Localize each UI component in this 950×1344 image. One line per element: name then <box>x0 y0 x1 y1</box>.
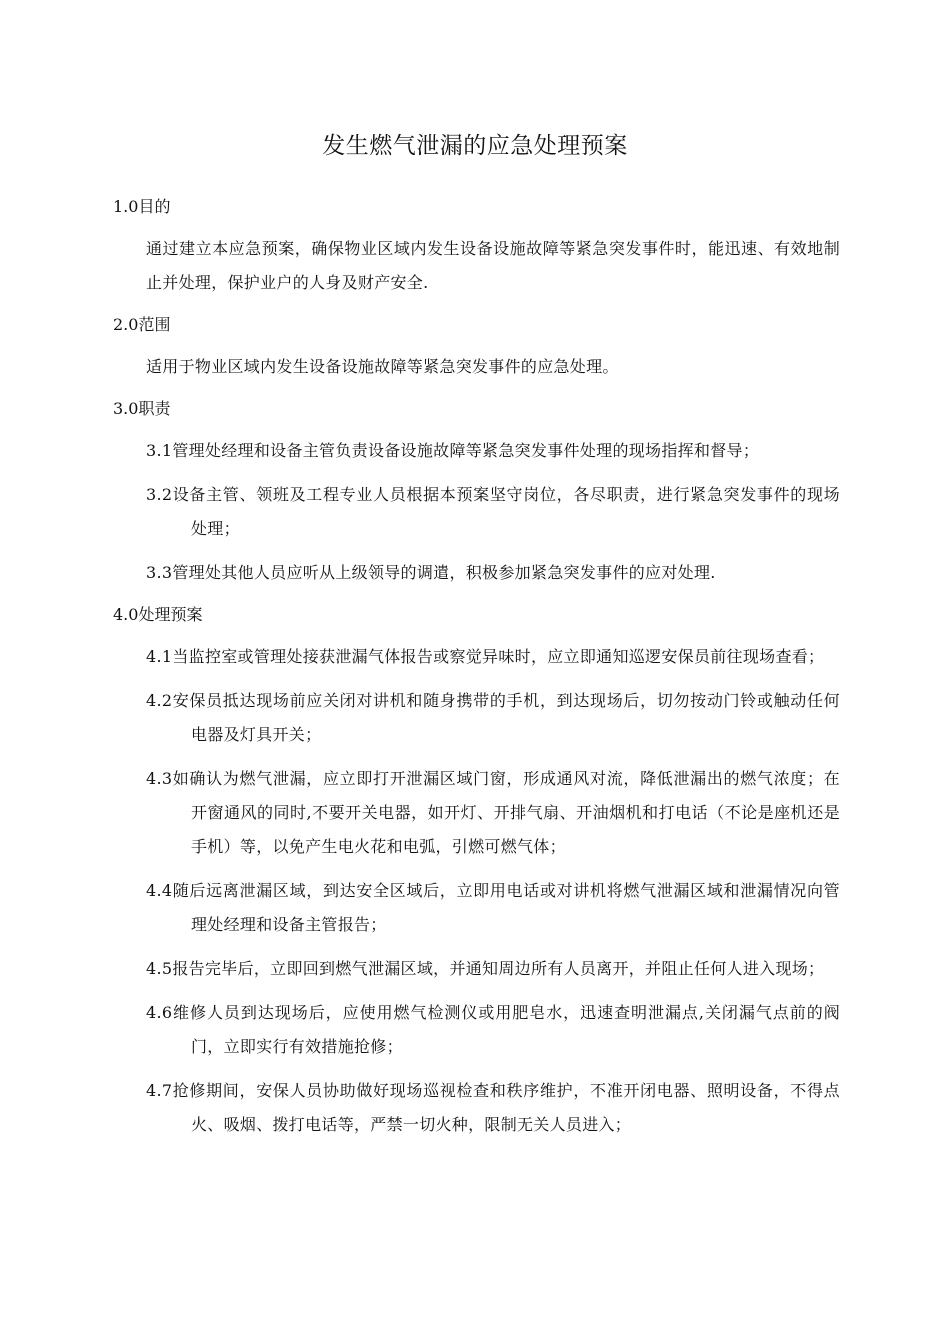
list-item: 4.1当监控室或管理处接获泄漏气体报告或察觉异味时，应立即通知巡逻安保员前往现场查看； <box>146 647 825 666</box>
document-title: 发生燃气泄漏的应急处理预案 <box>322 133 628 159</box>
list-item: 4.3如确认为燃气泄漏，应立即打开泄漏区域门窗，形成通风对流，降低泄漏出的燃气浓度；在开窗通风的同时,不要开关电器，如开灯、开排气扇、开油烟机和打电话（不论是座机还是手机）等，以免产生电火花和电弧，引燃可燃气体； <box>146 769 840 856</box>
section-responsibilities <box>113 394 840 590</box>
section-heading: 2.0范围 <box>113 315 171 334</box>
section-scope <box>113 310 840 384</box>
section-heading: 4.0处理预案 <box>113 605 203 624</box>
section-paragraph: 通过建立本应急预案，确保物业区域内发生设备设施故障等紧急突发事件时，能迅速、有效地制止并处理，保护业户的人身及财产安全. <box>146 239 840 292</box>
section-procedure <box>113 600 840 1142</box>
list-item: 3.1管理处经理和设备主管负责设备设施故障等紧急突发事件处理的现场指挥和督导； <box>146 441 760 460</box>
list-item: 4.4随后远离泄漏区域，到达安全区域后，立即用电话或对讲机将燃气泄漏区域和泄漏情况向管理处经理和设备主管报告； <box>146 881 840 934</box>
list-item: 3.3管理处其他人员应听从上级领导的调遣，积极参加紧急突发事件的应对处理. <box>146 563 716 582</box>
section-purpose <box>113 192 840 300</box>
section-heading: 1.0目的 <box>113 197 171 216</box>
list-item: 4.7抢修期间，安保人员协助做好现场巡视检查和秩序维护，不准开闭电器、照明设备，不得点火、吸烟、拨打电话等，严禁一切火种，限制无关人员进入； <box>146 1081 840 1134</box>
list-item: 4.5报告完毕后，立即回到燃气泄漏区域，并通知周边所有人员离开，并阻止任何人进入现场； <box>146 959 825 978</box>
list-item: 3.2设备主管、领班及工程专业人员根据本预案坚守岗位，各尽职责，进行紧急突发事件的现场处理； <box>146 485 840 538</box>
document-body <box>113 192 840 1152</box>
list-item: 4.6维修人员到达现场后，应使用燃气检测仪或用肥皂水，迅速查明泄漏点,关闭漏气点前的阀门，立即实行有效措施抢修； <box>146 1003 840 1056</box>
section-heading: 3.0职责 <box>113 399 171 418</box>
section-paragraph: 适用于物业区域内发生设备设施故障等紧急突发事件的应急处理。 <box>146 357 619 376</box>
list-item: 4.2安保员抵达现场前应关闭对讲机和随身携带的手机，到达现场后，切勿按动门铃或触动任何电器及灯具开关； <box>146 691 840 744</box>
